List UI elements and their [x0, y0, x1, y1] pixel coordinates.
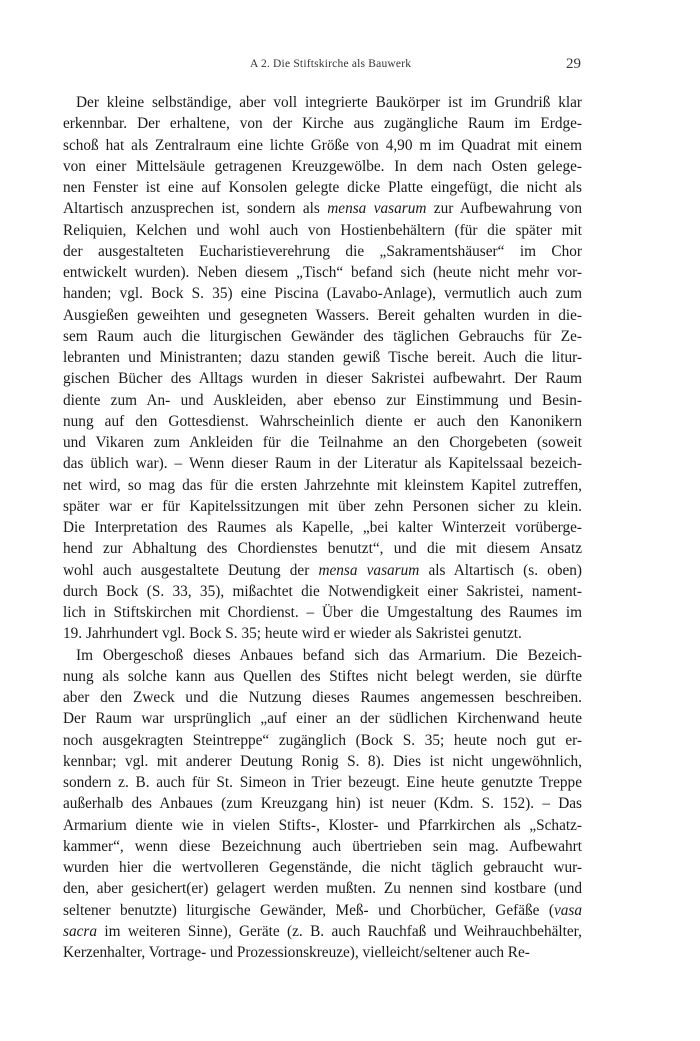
italic-term: mensa vasarum	[327, 200, 427, 218]
text-line	[63, 645, 582, 666]
text-segment: lebranten und Ministranten; dazu standen gewiß Tische bereit. Auch die litur-	[63, 349, 582, 366]
text-line	[63, 305, 582, 326]
text-line	[63, 793, 582, 814]
text-segment: 19. Jahrhundert vgl. Bock S. 35; heute wird er wieder als Sakristei genutzt.	[63, 625, 522, 643]
text-line	[63, 347, 582, 368]
text-line	[63, 262, 582, 283]
text-segment: Der kleine selbständige, aber voll integrierte Baukörper ist im Grundriß klar	[76, 94, 582, 111]
text-segment: seltener benutzte) liturgische Gewänder, Meß- und Chorbücher, Gefäße (	[63, 901, 554, 919]
text-line	[63, 687, 582, 708]
text-line	[63, 623, 582, 644]
text-segment: nung als solche kann aus Quellen des Stiftes nicht belegt werden, sie dürfte	[63, 667, 582, 685]
text-line	[63, 815, 582, 836]
text-segment: hend zur Abhaltung des Chordienstes benutzt“, und die mit diesem Ansatz	[63, 540, 582, 558]
text-line	[63, 836, 582, 857]
running-head: A 2. Die Stiftskirche als Bauwerk	[250, 58, 412, 70]
text-line	[63, 730, 582, 751]
text-segment: entwickelt wurden). Neben diesem „Tisch“ befand sich (heute nicht mehr vor-	[63, 264, 582, 281]
text-line	[63, 517, 582, 538]
text-line	[63, 368, 582, 389]
page-number: 29	[566, 56, 581, 72]
text-segment: Armarium diente wie in vielen Stifts-, Kloster- und Pfarrkirchen als „Schatz-	[63, 816, 582, 834]
text-segment: nung auf den Gottesdienst. Wahrscheinlich diente er auch den Kanonikern	[63, 412, 582, 430]
text-line	[63, 560, 582, 581]
text-segment: den, aber gesichert(er) gelagert werden mußten. Zu nennen sind kostbare (und	[63, 880, 582, 898]
text-line	[63, 878, 582, 899]
text-segment: erkennbar. Der erhaltene, von der Kirche aus zugängliche Raum im Erdge-	[63, 115, 582, 133]
text-segment: Reliquien, Kelchen und wohl auch von Hostienbehältern (für die später mit	[63, 221, 582, 239]
text-line	[63, 241, 582, 262]
text-segment: wohl auch ausgestaltete Deutung der	[63, 561, 319, 579]
text-segment: sondern z. B. auch für St. Simeon in Trier bezeugt. Eine heute genutzte Treppe	[63, 774, 582, 791]
text-line	[63, 538, 582, 559]
text-segment: schoß hat als Zentralraum eine lichte Größe von 4,90 m im Quadrat mit einem	[63, 136, 582, 154]
text-line	[63, 220, 582, 241]
text-segment: handen; vgl. Bock S. 35) eine Piscina (Lavabo-Anlage), vermutlich auch zum	[63, 285, 582, 303]
text-segment: wurden hier die wertvolleren Gegenstände, die nicht täglich gebraucht wur-	[63, 859, 582, 876]
text-line	[63, 113, 582, 134]
body-text	[63, 92, 582, 963]
text-segment: nen Fenster ist eine auf Konsolen gelegte dicke Platte eingefügt, die nicht als	[63, 179, 582, 196]
text-line	[63, 581, 582, 602]
text-segment: das üblich war). – Wenn dieser Raum in der Literatur als Kapitelssaal bezeich-	[63, 455, 582, 473]
text-segment: Der Raum war ursprünglich „auf einer an der südlichen Kirchenwand heute	[63, 710, 582, 728]
text-segment: und Vikaren zum Ankleiden für die Teilnahme an den Chorgebeten (soweit	[63, 434, 582, 451]
text-segment: Ausgießen geweihten und gesegneten Wassers. Bereit gehalten wurden in die-	[63, 306, 582, 324]
text-line	[63, 92, 582, 113]
text-line	[63, 857, 582, 878]
text-segment: diente zum An- und Auskleiden, aber ebenso zur Einstimmung und Besin-	[63, 391, 582, 409]
text-line	[63, 135, 582, 156]
text-segment: kennbar; vgl. mit anderer Deutung Ronig S. 8). Dies ist nicht ungewöhnlich,	[63, 752, 582, 770]
text-segment: Altartisch anzusprechen ist, sondern als	[63, 200, 328, 218]
italic-term: sacra	[63, 922, 97, 940]
text-segment: aber den Zweck und die Nutzung dieses Raumes angemessen beschreiben.	[63, 689, 582, 706]
text-segment: lich in Stiftskirchen mit Chordienst. – Über die Umgestaltung des Raumes im	[63, 604, 582, 621]
text-line	[63, 198, 582, 219]
text-segment: Im Obergeschoß dieses Anbaues befand sich das Armarium. Die Bezeich-	[76, 646, 582, 664]
text-line	[63, 942, 582, 963]
text-line	[63, 326, 582, 347]
text-segment: außerhalb des Anbaues (zum Kreuzgang hin) ist neuer (Kdm. S. 152). – Das	[63, 795, 582, 813]
text-line	[63, 432, 582, 453]
text-segment: gischen Bücher des Alltags wurden in dieser Sakristei aufbewahrt. Der Raum	[63, 370, 582, 388]
text-line	[63, 772, 582, 793]
text-segment: später war er für Kapitelssitzungen mit über zehn Personen sicher zu klein.	[63, 497, 582, 515]
text-line	[63, 390, 582, 411]
text-line	[63, 475, 582, 496]
text-line	[63, 921, 582, 942]
text-segment: Die Interpretation des Raumes als Kapelle, „bei kalter Winterzeit vorüberge-	[63, 519, 582, 536]
italic-term: vasa	[553, 901, 582, 919]
text-segment: Kerzenhalter, Vortrage- und Prozessionskreuze), vielleicht/seltener auch Re-	[63, 944, 530, 961]
text-line	[63, 156, 582, 177]
text-segment: net wird, so mag das für die ersten Jahrzehnte mit kleinstem Kapitel zutreffen,	[63, 476, 582, 494]
text-segment: der ausgestalteten Eucharistieverehrung die „Sakramentshäuser“ im Chor	[63, 242, 582, 260]
text-line	[63, 751, 582, 772]
text-segment: durch Bock (S. 33, 35), mißachtet die Notwendigkeit einer Sakristei, nament-	[63, 582, 582, 600]
text-segment: sem Raum auch die liturgischen Gewänder des täglichen Gebrauchs für Ze-	[63, 327, 582, 345]
text-segment: noch ausgekragten Steintreppe“ zugänglich (Bock S. 35; heute noch gut er-	[63, 731, 582, 749]
text-segment: zur Aufbewahrung von	[426, 200, 582, 218]
text-line	[63, 177, 582, 198]
text-line	[63, 602, 582, 623]
text-line	[63, 453, 582, 474]
italic-term: mensa vasarum	[318, 561, 420, 579]
text-segment: kammer“, wenn diese Bezeichnung auch übertrieben sein mag. Aufbewahrt	[63, 837, 582, 855]
text-segment: von einer Mittelsäule getragenen Kreuzgewölbe. In dem nach Osten gelege-	[63, 157, 582, 175]
text-segment: im weiteren Sinne), Geräte (z. B. auch Rauchfaß und Weihrauchbehälter,	[97, 922, 582, 940]
text-line	[63, 708, 582, 729]
text-line	[63, 411, 582, 432]
text-line	[63, 496, 582, 517]
text-line	[63, 283, 582, 304]
page-header	[0, 58, 700, 78]
text-line	[63, 900, 582, 921]
text-line	[63, 666, 582, 687]
text-segment: als Altartisch (s. oben)	[419, 561, 582, 579]
